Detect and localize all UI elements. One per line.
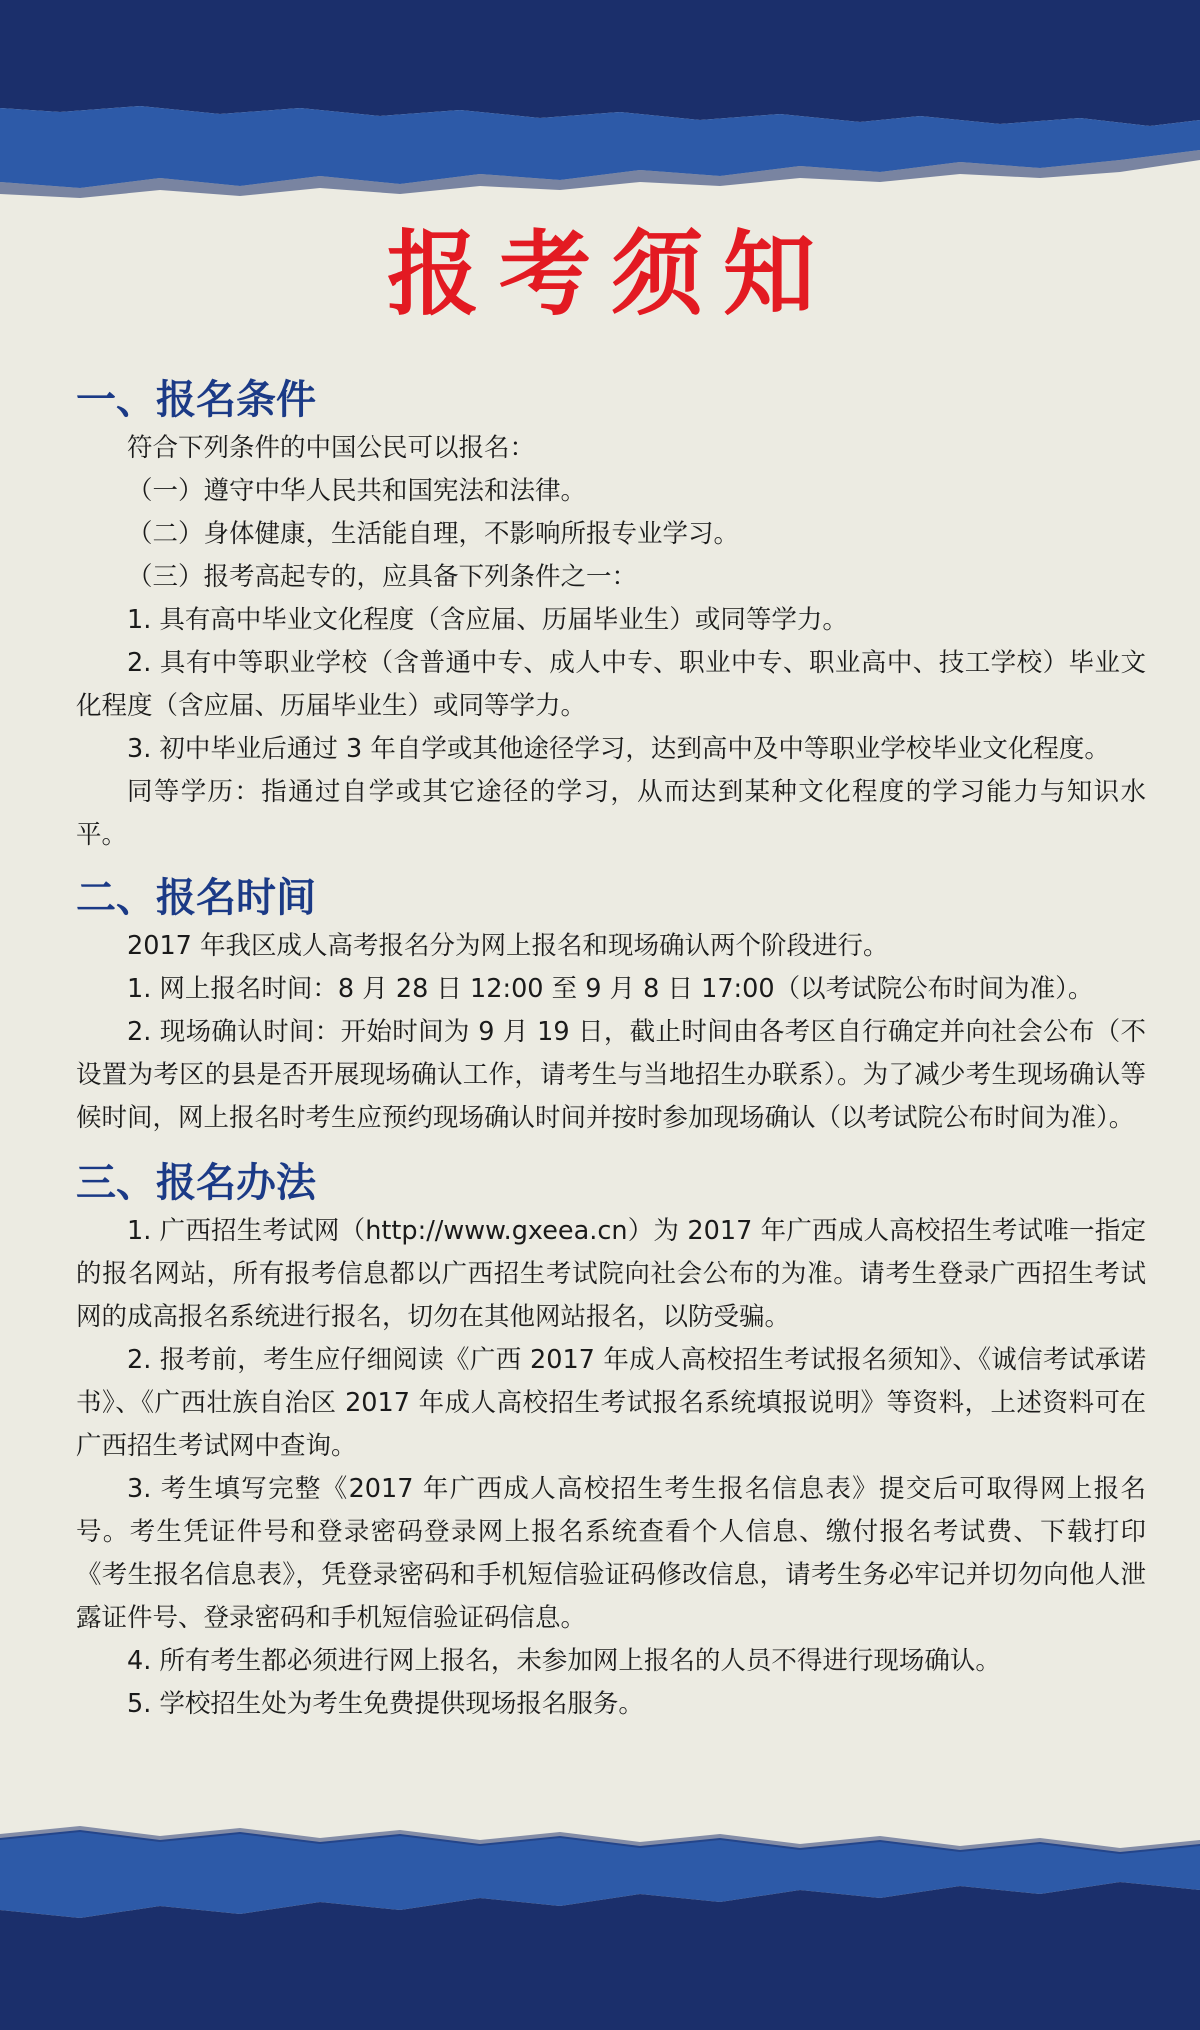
top-banner-graphic (0, 0, 1200, 200)
paragraph: 1. 具有高中毕业文化程度（含应届、历届毕业生）或同等学力。 (127, 605, 848, 635)
notice-content (76, 215, 1146, 1726)
paragraph: 1. 网上报名时间：8 月 28 日 12:00 至 9 月 8 日 17:00（以考试院公布时间为准）。 (127, 974, 1094, 1004)
paragraph: 符合下列条件的中国公民可以报名： (127, 433, 536, 463)
section-registration-time (76, 871, 1146, 1140)
paragraph: （二）身体健康，生活能自理，不影响所报专业学习。 (127, 519, 740, 549)
paragraph: 2017 年我区成人高考报名分为网上报名和现场确认两个阶段进行。 (127, 931, 889, 961)
paragraph: 3. 考生填写完整《2017 年广西成人高校招生考生报名信息表》提交后可取得网上报名号。考生凭证件号和登录密码登录网上报名系统查看个人信息、缴付报名考试费、下载打印《考生报名信息表》，凭登录密码和手机短信验证码修改信息，请考生务必牢记并切勿向他人泄露证件号、登录密码和手机短信验证码信息。 (76, 1474, 1146, 1633)
bottom-banner (0, 1820, 1200, 2030)
section-heading: 二、报名时间 (76, 875, 316, 921)
paragraph: 5. 学校招生处为考生免费提供现场报名服务。 (127, 1689, 644, 1719)
section-eligibility (76, 373, 1146, 857)
paragraph: 1. 广西招生考试网（http://www.gxeea.cn）为 2017 年广西成人高校招生考试唯一指定的报名网站，所有报考信息都以广西招生考试院向社会公布的为准。请考生登录广西招生考试网的成高报名系统进行报名，切勿在其他网站报名，以防受骗。 (76, 1216, 1146, 1332)
bottom-banner-graphic (0, 1820, 1200, 2030)
paragraph: 2. 现场确认时间：开始时间为 9 月 19 日，截止时间由各考区自行确定并向社会公布（不设置为考区的县是否开展现场确认工作，请考生与当地招生办联系）。为了减少考生现场确认等候时间，网上报名时考生应预约现场确认时间并按时参加现场确认（以考试院公布时间为准）。 (76, 1017, 1146, 1133)
paragraph: 4. 所有考生都必须进行网上报名，未参加网上报名的人员不得进行现场确认。 (127, 1646, 1001, 1676)
section-heading: 一、报名条件 (76, 377, 316, 423)
page-title: 报考须知 (386, 221, 835, 328)
section-heading: 三、报名办法 (76, 1160, 316, 1206)
paragraph: （三）报考高起专的，应具备下列条件之一： (127, 562, 638, 592)
paragraph: 3. 初中毕业后通过 3 年自学或其他途径学习，达到高中及中等职业学校毕业文化程度。 (127, 734, 1110, 764)
section-registration-method (76, 1156, 1146, 1726)
paragraph: 2. 报考前，考生应仔细阅读《广西 2017 年成人高校招生考试报名须知》、《诚信考试承诺书》、《广西壮族自治区 2017 年成人高校招生考试报名系统填报说明》等资料，上述资料可在广西招生考试网中查询。 (76, 1345, 1146, 1461)
top-banner (0, 0, 1200, 200)
paragraph: （一）遵守中华人民共和国宪法和法律。 (127, 476, 587, 506)
paragraph: 2. 具有中等职业学校（含普通中专、成人中专、职业中专、职业高中、技工学校）毕业文化程度（含应届、历届毕业生）或同等学力。 (76, 648, 1146, 721)
paragraph: 同等学历：指通过自学或其它途径的学习，从而达到某种文化程度的学习能力与知识水平。 (76, 777, 1146, 850)
